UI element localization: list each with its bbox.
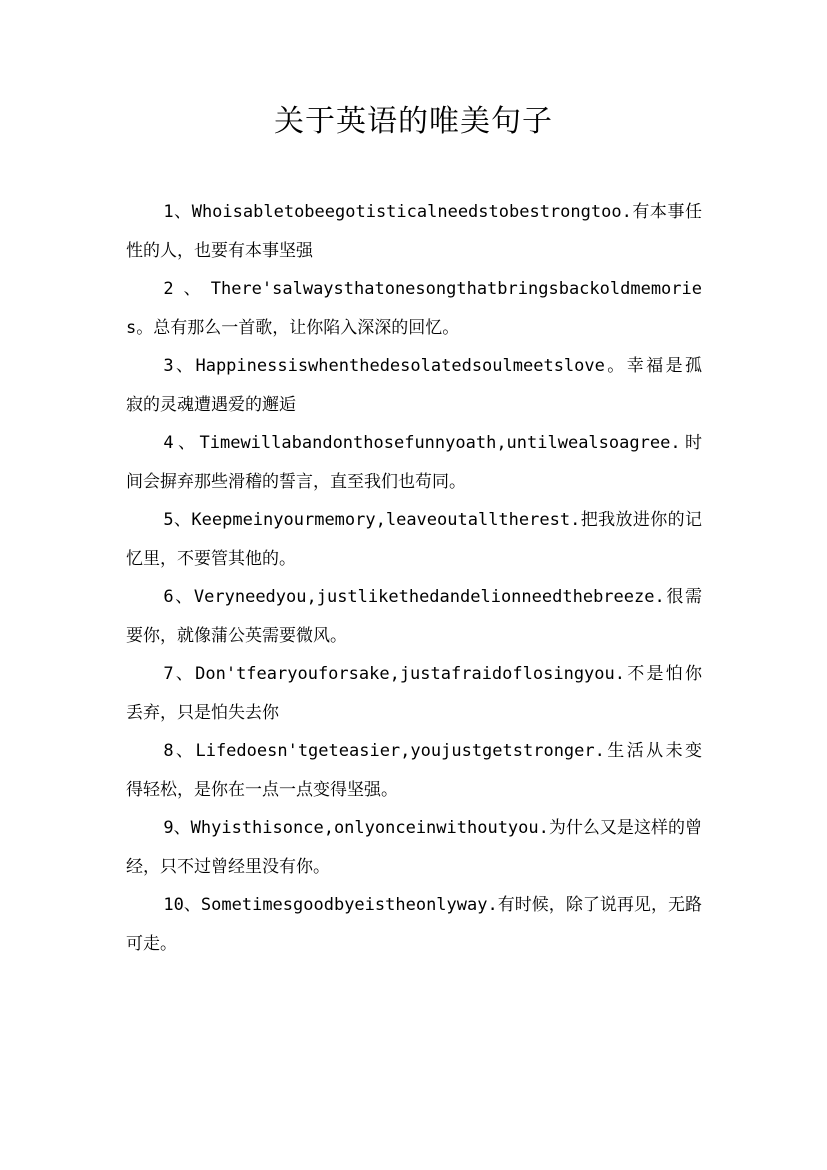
paragraph-7: 7、Don'tfearyouforsake,justafraidoflosingyou.不是怕你丢弃，只是怕失去你 [126,664,702,723]
paragraph-6: 6、Veryneedyou,justlikethedandelionneedthebreeze.很需要你，就像蒲公英需要微风。 [126,587,702,646]
document-title: 关于英语的唯美句子 [274,104,553,139]
paragraph-2: 2、There'salwaysthatonesongthatbringsbackoldmemories。总有那么一首歌，让你陷入深深的回忆。 [126,279,702,338]
paragraph-4: 4、Timewillabandonthosefunnyoath,untilwealsoagree.时间会摒弃那些滑稽的誓言，直至我们也苟同。 [126,433,702,492]
paragraph-1: 1、Whoisabletobeegotisticalneedstobestrongtoo.有本事任性的人，也要有本事坚强 [126,202,702,261]
document-body [126,193,702,963]
paragraph-5: 5、Keepmeinyourmemory,leaveoutalltherest.把我放进你的记忆里，不要管其他的。 [126,510,702,569]
paragraph-8: 8、Lifedoesn'tgeteasier,youjustgetstronger.生活从未变得轻松，是你在一点一点变得坚强。 [126,741,702,800]
paragraph-10: 10、Sometimesgoodbyeistheonlyway.有时候，除了说再见，无路可走。 [126,895,702,954]
paragraph-9: 9、Whyisthisonce,onlyonceinwithoutyou.为什么又是这样的曾经，只不过曾经里没有你。 [126,818,702,877]
paragraph-3: 3、Happinessiswhenthedesolatedsoulmeetslove。幸福是孤寂的灵魂遭遇爱的邂逅 [126,356,702,415]
